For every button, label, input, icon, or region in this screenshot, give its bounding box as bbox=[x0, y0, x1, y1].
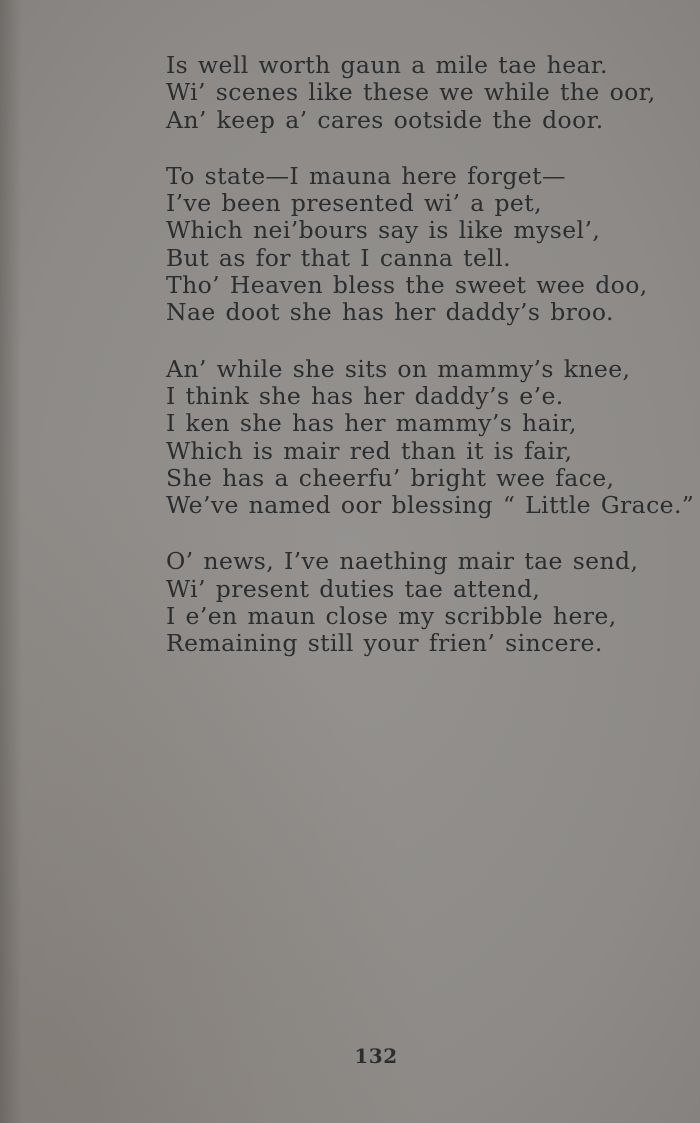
poem-line: Wi’ present duties tae attend, bbox=[166, 574, 541, 603]
stanza bbox=[166, 163, 686, 327]
poem-body bbox=[166, 51, 695, 687]
poem-line: Remaining still your frien’ sincere. bbox=[166, 629, 603, 658]
page-gutter-shadow bbox=[0, 0, 22, 1123]
poem-line: To state—I mauna here forget— bbox=[166, 161, 566, 190]
page-number: 132 bbox=[354, 1044, 398, 1068]
poem-line: I e’en maun close my scribble here, bbox=[166, 602, 617, 631]
poem-line: Is well worth gaun a mile tae hear. bbox=[166, 51, 608, 79]
poem-line: Which nei’bours say is like mysel’, bbox=[166, 216, 601, 245]
stanza bbox=[166, 548, 686, 657]
poem-line: She has a cheerfu’ bright wee face, bbox=[166, 463, 615, 492]
poem-line: An’ keep a’ cares ootside the door. bbox=[166, 105, 604, 134]
poem-line: I ken she has her mammy’s hair, bbox=[166, 409, 577, 438]
poem-line: We’ve named oor blessing “ Little Grace.” bbox=[166, 491, 695, 520]
poem-line: O’ news, I’ve naething mair tae send, bbox=[166, 547, 639, 576]
poem-line: Tho’ Heaven bless the sweet wee doo, bbox=[166, 271, 648, 300]
poem-line: I think she has her daddy’s e’e. bbox=[166, 381, 564, 410]
poem-line: Nae doot she has her daddy’s broo. bbox=[166, 298, 614, 327]
stanza bbox=[166, 52, 686, 134]
poem-line: Which is mair red than it is fair, bbox=[166, 436, 573, 465]
stanza bbox=[166, 354, 695, 520]
poem-line: I’ve been presented wi’ a pet, bbox=[166, 189, 542, 218]
poem-line: Wi’ scenes like these we while the oor, bbox=[166, 78, 656, 107]
poem-line: But as for that I canna tell. bbox=[166, 243, 512, 272]
poem-line: An’ while she sits on mammy’s knee, bbox=[166, 354, 631, 383]
